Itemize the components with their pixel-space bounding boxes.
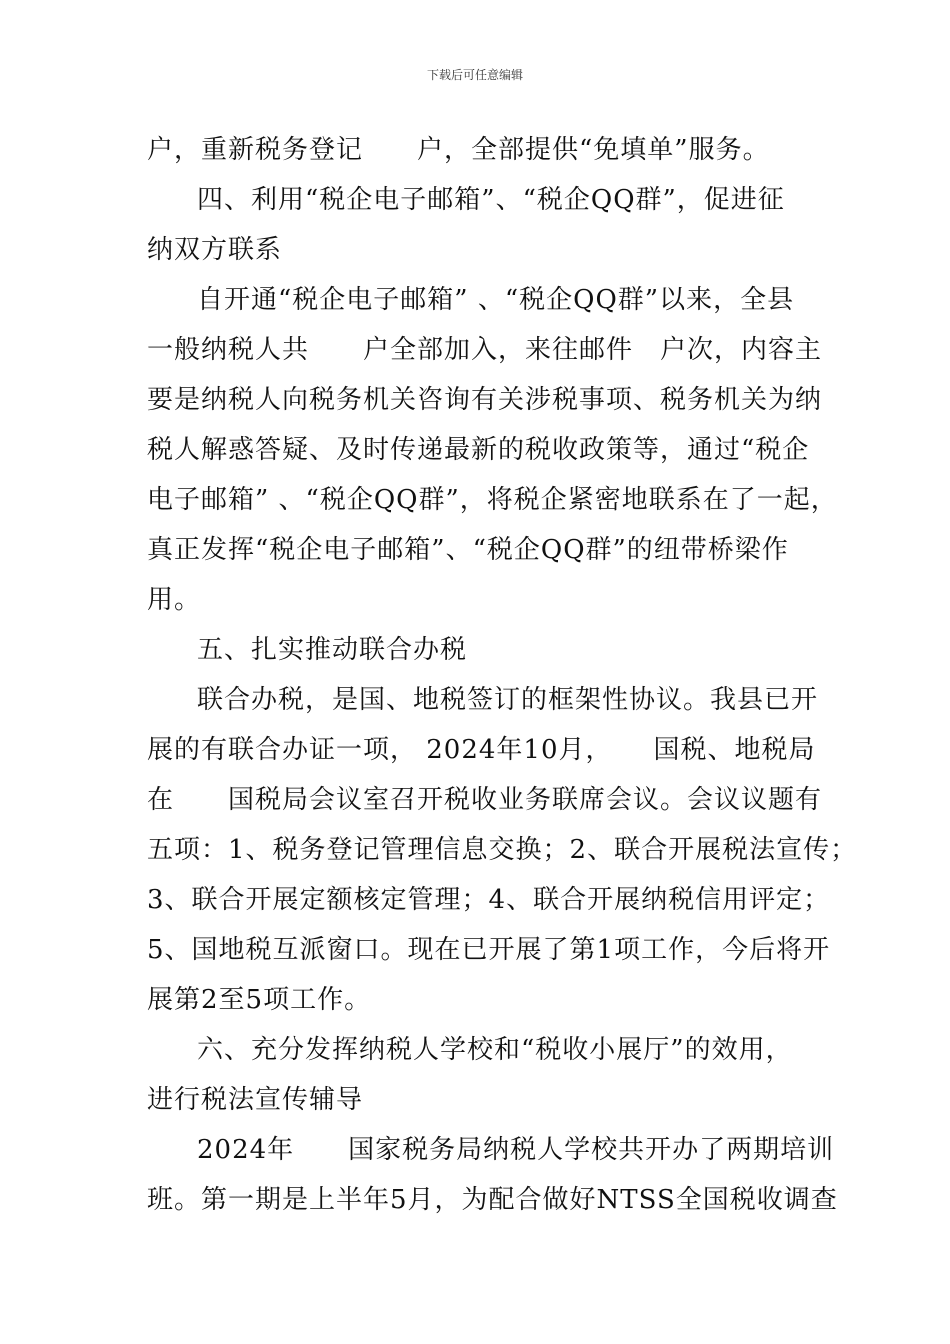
text-line: 5、国地税互派窗口。现在已开展了第1项工作，今后将开 <box>147 935 831 965</box>
text-line: 展的有联合办证一项， 2024年10月， 国税、地税局 <box>147 735 816 765</box>
text-line: 用。 <box>147 585 202 615</box>
text-line: 一般纳税人共 户全部加入，来往邮件 户次，内容主 <box>147 335 823 365</box>
text-line: 3、联合开展定额核定管理；4、联合开展纳税信用评定； <box>147 885 831 915</box>
text-line: 税人解惑答疑、及时传递最新的税收政策等，通过“税企 <box>147 435 810 465</box>
page-header-note: 下载后可任意编辑 <box>426 68 523 82</box>
text-line: 在 国税局会议室召开税收业务联席会议。会议议题有 <box>147 785 823 815</box>
text-line: 要是纳税人向税务机关咨询有关涉税事项、税务机关为纳 <box>147 385 823 415</box>
text-line: 电子邮箱” 、“税企QQ群”，将税企紧密地联系在了一起， <box>147 485 838 515</box>
text-line: 2024年 国家税务局纳税人学校共开办了两期培训 <box>197 1135 835 1165</box>
section-heading-5: 五、扎实推动联合办税 <box>197 635 468 665</box>
text-line: 真正发挥“税企电子邮箱”、“税企QQ群”的纽带桥梁作 <box>147 535 789 565</box>
text-line: 联合办税，是国、地税签订的框架性协议。我县已开 <box>197 685 819 715</box>
text-line: 展第2至5项工作。 <box>147 985 372 1015</box>
section-heading-6: 六、充分发挥纳税人学校和“税收小展厅”的效用， <box>197 1035 793 1065</box>
text-line: 五项：1、税务登记管理信息交换；2、联合开展税法宣传； <box>147 835 858 865</box>
text-line: 班。第一期是上半年5月，为配合做好NTSS全国税收调查 <box>147 1185 838 1215</box>
section-heading-6-cont: 进行税法宣传辅导 <box>147 1085 364 1115</box>
text-line: 自开通“税企电子邮箱” 、“税企QQ群”以来，全县 <box>197 285 795 315</box>
section-heading-4-cont: 纳双方联系 <box>147 235 283 265</box>
text-line: 户，重新税务登记 户，全部提供“免填单”服务。 <box>147 135 770 165</box>
section-heading-4: 四、利用“税企电子邮箱”、“税企QQ群”，促进征 <box>197 185 785 215</box>
